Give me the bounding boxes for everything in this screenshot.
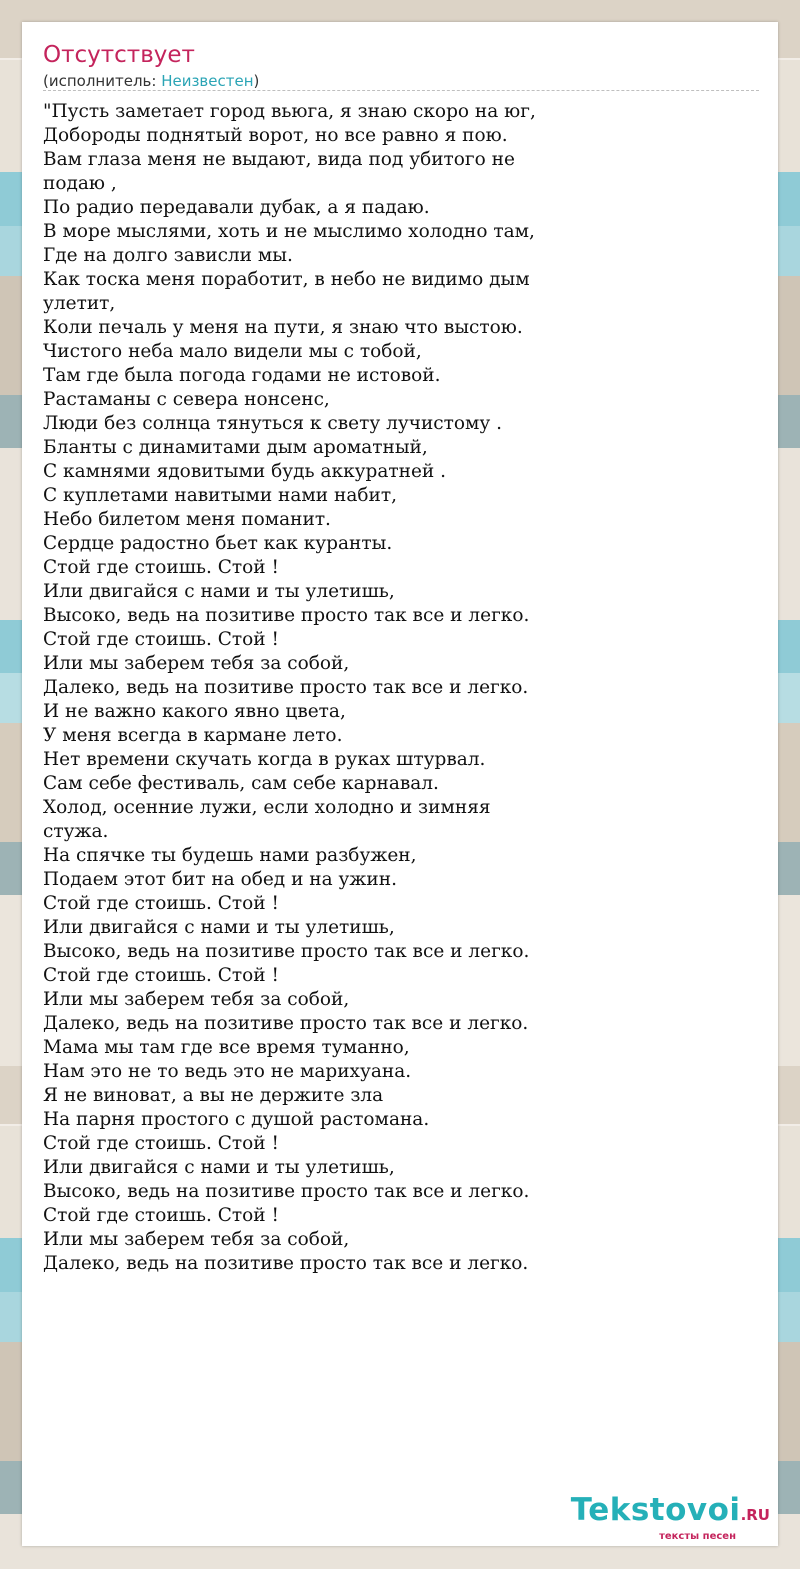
lyric-line: С куплетами навитыми нами набит, [43,485,397,506]
lyric-line: Подаем этот бит на обед и на ужин. [43,869,397,890]
title-divider [43,90,759,91]
lyric-line: Нам это не то ведь это не марихуана. [43,1061,412,1082]
lyric-line: По радио передавали дубак, а я падаю. [43,197,430,218]
lyric-line: С камнями ядовитыми будь аккуратней . [43,461,447,482]
lyric-line: Высоко, ведь на позитиве просто так все и легко. [43,941,530,962]
artist-line [43,72,259,90]
lyric-line: На парня простого с душой растомана. [43,1109,430,1130]
lyric-line: Чистого неба мало видели мы с тобой, [43,341,422,362]
lyric-line: Где на долго зависли мы. [43,245,293,266]
lyric-line: Растаманы с севера нонсенс, [43,389,330,410]
lyric-line: Стой где стоишь. Стой ! [43,1205,279,1226]
lyric-line: Или двигайся с нами и ты улетишь, [43,917,395,938]
lyric-line: Или мы заберем тебя за собой, [43,989,350,1010]
lyric-line: На спячке ты будешь нами разбужен, [43,845,417,866]
lyric-line: Стой где стоишь. Стой ! [43,965,279,986]
lyric-line: Как тоска меня поработит, в небо не видимо дым улетит, [43,269,530,314]
lyric-line: Стой где стоишь. Стой ! [43,629,279,650]
artist-prefix: (исполнитель: [43,72,162,90]
lyric-line: Или двигайся с нами и ты улетишь, [43,1157,395,1178]
lyric-line: Мама мы там где все время туманно, [43,1037,410,1058]
lyric-line: Стой где стоишь. Стой ! [43,1133,279,1154]
site-logo[interactable] [571,1493,770,1542]
lyric-line: Там где была погода годами не истовой. [43,365,441,386]
lyrics-card [22,22,778,1546]
logo-tld: .RU [740,1506,770,1524]
lyric-line: Сам себе фестиваль, сам себе карнавал. [43,773,439,794]
lyric-line: Бланты с динамитами дым ароматный, [43,437,428,458]
lyric-line: Далеко, ведь на позитиве просто так все и легко. [43,1013,529,1034]
lyrics-text [43,100,553,1276]
artist-suffix: ) [253,72,260,90]
lyric-line: Нет времени скучать когда в руках штурвал. [43,749,486,770]
logo-name: Tekstovoi [570,1492,741,1528]
lyric-line: И не важно какого явно цвета, [43,701,346,722]
logo-tagline: тексты песен [659,1531,736,1542]
lyric-line: Холод, осенние лужи, если холодно и зимняя стужа. [43,797,491,842]
lyric-line: Далеко, ведь на позитиве просто так все и легко. [43,677,529,698]
lyric-line: "Пусть заметает город вьюга, я знаю скоро на юг, [43,101,536,122]
lyric-line: Люди без солнца тянуться к свету лучистому . [43,413,503,434]
lyric-line: Высоко, ведь на позитиве просто так все и легко. [43,1181,530,1202]
lyric-line: Или двигайся с нами и ты улетишь, [43,581,395,602]
lyric-line: В море мыслями, хоть и не мыслимо холодно там, [43,221,535,242]
lyric-line: Я не виноват, а вы не держите зла [43,1085,384,1106]
song-title: Отсутствует [43,42,195,68]
lyric-line: Стой где стоишь. Стой ! [43,557,279,578]
lyric-line: Высоко, ведь на позитиве просто так все и легко. [43,605,530,626]
lyric-line: Стой где стоишь. Стой ! [43,893,279,914]
lyric-line: Или мы заберем тебя за собой, [43,653,350,674]
lyric-line: Небо билетом меня поманит. [43,509,331,530]
lyric-line: Сердце радостно бьет как куранты. [43,533,393,554]
lyric-line: Далеко, ведь на позитиве просто так все и легко. [43,1253,529,1274]
lyric-line: Вам глаза меня не выдают, вида под убитого не подаю , [43,149,515,194]
artist-link[interactable]: Неизвестен [161,72,254,90]
lyric-line: Добороды поднятый ворот, но все равно я пою. [43,125,508,146]
lyric-line: Или мы заберем тебя за собой, [43,1229,350,1250]
lyric-line: У меня всегда в кармане лето. [43,725,343,746]
lyric-line: Коли печаль у меня на пути, я знаю что выстою. [43,317,523,338]
logo-wordmark [571,1493,770,1532]
